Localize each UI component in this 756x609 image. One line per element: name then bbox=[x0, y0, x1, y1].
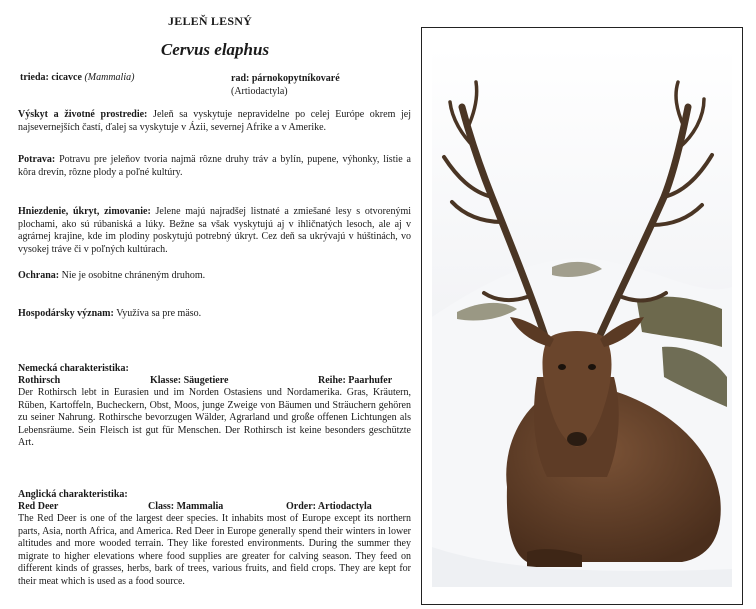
page-title: JELEŇ LESNÝ bbox=[168, 14, 252, 28]
english-text: The Red Deer is one of the largest deer species. It inhabits most of Europe except its northern parts, Asia, north Africa, and America. Red Deer in Europe generally spend their winters in lower altitudes and more wooded terrain. They like forested environments. During the summer they migrate to higher elevations where food supplies are greater for calving season. They feed on different kinds of grasses, herbs, bark of trees, various fruits, and field crops. They are kept for their meat which is used as a food source. bbox=[18, 513, 411, 587]
section-text: Nie je osobitne chráneným druhom. bbox=[61, 270, 206, 281]
english-heading: Anglická charakteristika: bbox=[18, 489, 128, 500]
red-deer-stag-in-snow-image bbox=[432, 47, 732, 587]
section-nesting bbox=[18, 206, 411, 256]
german-name: Rothirsch bbox=[18, 375, 61, 386]
class-latin: (Mammalia) bbox=[84, 72, 135, 83]
taxonomy-order bbox=[231, 72, 340, 98]
section-label: Výskyt a životné prostredie: bbox=[18, 109, 148, 120]
english-name: Red Deer bbox=[18, 501, 59, 512]
section-food bbox=[18, 154, 411, 179]
order-label: rad: bbox=[231, 73, 250, 84]
taxonomy-class bbox=[20, 72, 134, 83]
german-class: Klasse: Säugetiere bbox=[150, 375, 229, 386]
section-text: Jelene majú najradšej listnaté a zmiešané lesy s otvorenými plochami, ako sú rúbaniská a lúky. Bežne sa však vyskytujú aj v ihličnatých lesoch, ale aj v agrárnej krajine, kde im plodiny poskytujú potrebný úkryt. Cez deň sa ukrývajú v húštinách, vo vysokej tráve či v poľných kultúrach. bbox=[18, 206, 412, 255]
german-meta-row bbox=[18, 375, 411, 387]
section-economic bbox=[18, 308, 411, 321]
section-text: Jeleň sa vyskytuje nepravidelne po celej Európe okrem jej najsevernejších častí, ďalej sa vyskytuje v Ázii, severnej Afrike a v Amerike. bbox=[18, 109, 412, 133]
english-order: Order: Artiodactyla bbox=[286, 501, 372, 512]
photo-frame bbox=[421, 27, 743, 605]
section-protection bbox=[18, 270, 411, 283]
section-occurrence bbox=[18, 109, 411, 134]
section-label: Ochrana: bbox=[18, 270, 60, 281]
order-latin: (Artiodactyla) bbox=[231, 86, 288, 97]
section-label: Potrava: bbox=[18, 154, 56, 165]
english-class: Class: Mammalia bbox=[148, 501, 224, 512]
class-value: cicavce bbox=[51, 72, 82, 83]
section-label: Hospodársky význam: bbox=[18, 308, 114, 319]
class-label: trieda: bbox=[20, 72, 49, 83]
section-text: Potravu pre jeleňov tvoria najmä rôzne druhy tráv a bylín, pupene, výhonky, lístie a kôra drevín, rôzne plody a poľné kultúry. bbox=[18, 154, 411, 178]
german-text: Der Rothirsch lebt in Eurasien und im Norden Ostasiens und Nordamerika. Gras, Kräutern, Rüben, Kartoffeln, Bucheckern, Obst, Moos, junge Zweige von Bäumen und Sträuchern gehören zu seiner Nahrung. Rothirsche bevorzugen Wälder, Agrarland und große offenen Lichtungen als Lebensräume. Sein Fleisch ist gut für Menschen. Der Rothirsch ist keine besonders geschützte Art. bbox=[18, 387, 411, 449]
german-order: Reihe: Paarhufer bbox=[318, 375, 393, 386]
section-text: Využíva sa pre mäso. bbox=[116, 308, 202, 319]
latin-species-name: Cervus elaphus bbox=[160, 40, 270, 59]
section-label: Hniezdenie, úkryt, zimovanie: bbox=[18, 206, 151, 217]
german-heading: Nemecká charakteristika: bbox=[18, 363, 129, 374]
order-value: párnokopytníkovaré bbox=[251, 73, 340, 84]
english-meta-row bbox=[18, 501, 411, 513]
